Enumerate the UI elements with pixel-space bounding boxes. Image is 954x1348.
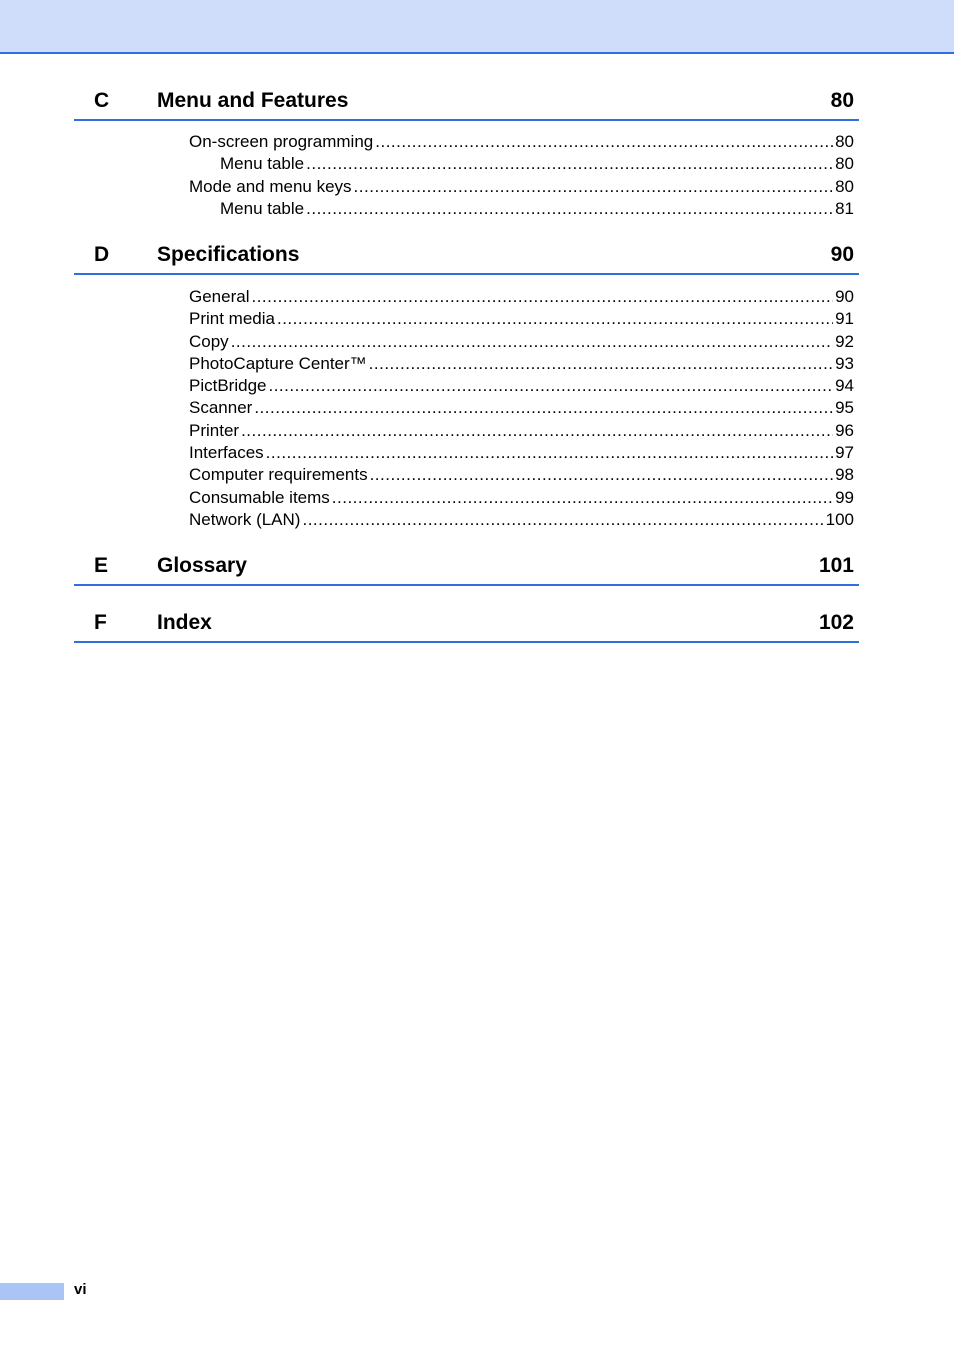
toc-entry-label: Mode and menu keys (189, 176, 352, 196)
header-band (0, 0, 954, 54)
toc-entry[interactable] (74, 464, 854, 486)
toc-entry-label: Print media (189, 309, 275, 329)
chapter-entries (74, 131, 854, 220)
toc-entry-label: Menu table (220, 154, 305, 174)
toc-entry-label: Scanner (189, 398, 253, 418)
dot-leader (277, 308, 833, 330)
toc-entry[interactable] (74, 308, 854, 330)
toc-entry[interactable] (74, 198, 854, 220)
toc-entry[interactable] (74, 286, 854, 308)
toc-entry[interactable] (74, 487, 854, 509)
chapter-heading[interactable] (74, 241, 859, 275)
chapter-page-number: 90 (830, 243, 854, 266)
toc-entry-label: Interfaces (189, 443, 264, 463)
toc-entry-page: 99 (835, 487, 854, 507)
dot-leader (251, 286, 833, 308)
chapter-page-number: 101 (818, 554, 854, 577)
chapter-page-number: 80 (830, 89, 854, 112)
dot-leader (254, 397, 833, 419)
toc-entry-page: 97 (835, 443, 854, 463)
chapter-heading[interactable] (74, 87, 859, 121)
toc-entry[interactable] (74, 176, 854, 198)
toc-entry-page: 90 (835, 287, 854, 306)
toc-entry-page: 93 (835, 353, 854, 373)
chapter-page-number: 102 (818, 611, 854, 634)
dot-leader (375, 131, 833, 153)
toc-entry[interactable] (74, 420, 854, 442)
toc-entry-label: Network (LAN) (189, 509, 301, 529)
dot-leader (369, 353, 833, 375)
dot-leader (268, 375, 833, 397)
toc-entry[interactable] (74, 331, 854, 353)
chapter-f (74, 609, 859, 643)
chapter-c (74, 87, 859, 220)
toc-entry-page: 96 (835, 420, 854, 440)
chapter-letter: E (94, 554, 109, 577)
dot-leader (370, 464, 834, 486)
toc-entry[interactable] (74, 131, 854, 153)
toc-entry[interactable] (74, 153, 854, 175)
toc-entry-page: 80 (835, 176, 854, 196)
chapter-letter: D (94, 243, 110, 266)
dot-leader (231, 331, 833, 353)
toc-entry-page: 80 (835, 132, 854, 151)
dot-leader (306, 198, 833, 220)
toc-entry-label: On-screen programming (189, 132, 374, 151)
dot-leader (266, 442, 833, 464)
chapter-letter: C (94, 89, 110, 112)
toc-entry-label: PictBridge (189, 376, 267, 396)
dot-leader (354, 176, 834, 198)
chapter-d (74, 241, 859, 531)
chapter-heading[interactable] (74, 552, 859, 586)
dot-leader (332, 487, 833, 509)
toc-entry-label: Consumable items (189, 487, 330, 507)
chapter-entries (74, 286, 854, 531)
toc-entry[interactable] (74, 353, 854, 375)
toc-entry-page: 92 (835, 331, 854, 351)
footer-page-number: vi (74, 1281, 87, 1298)
footer-band (0, 1283, 64, 1300)
chapter-title: Glossary (157, 554, 247, 577)
toc-entry-label: Menu table (220, 198, 305, 218)
dot-leader (241, 420, 833, 442)
chapter-title: Menu and Features (157, 89, 349, 112)
chapter-title: Index (157, 611, 212, 634)
dot-leader (306, 153, 833, 175)
toc-entry-label: Computer requirements (189, 465, 368, 485)
toc-entry-page: 100 (825, 509, 854, 529)
toc-entry-label: General (189, 287, 250, 306)
toc-entry-label: Printer (189, 420, 240, 440)
chapter-heading[interactable] (74, 609, 859, 643)
dot-leader (302, 509, 823, 531)
toc-entry-label: Copy (189, 331, 229, 351)
toc-entry[interactable] (74, 509, 854, 531)
chapter-title: Specifications (157, 243, 300, 266)
toc-entry[interactable] (74, 397, 854, 419)
toc-entry-page: 91 (835, 309, 854, 329)
toc-entry-page: 98 (835, 465, 854, 485)
toc-entry[interactable] (74, 375, 854, 397)
toc-entry-label: PhotoCapture Center™ (189, 353, 367, 373)
toc-entry-page: 80 (835, 154, 854, 174)
chapter-letter: F (94, 611, 107, 634)
toc-entry-page: 94 (835, 376, 854, 396)
toc-entry-page: 81 (835, 198, 854, 218)
toc-entry[interactable] (74, 442, 854, 464)
chapter-e (74, 552, 859, 586)
toc-entry-page: 95 (835, 398, 854, 418)
